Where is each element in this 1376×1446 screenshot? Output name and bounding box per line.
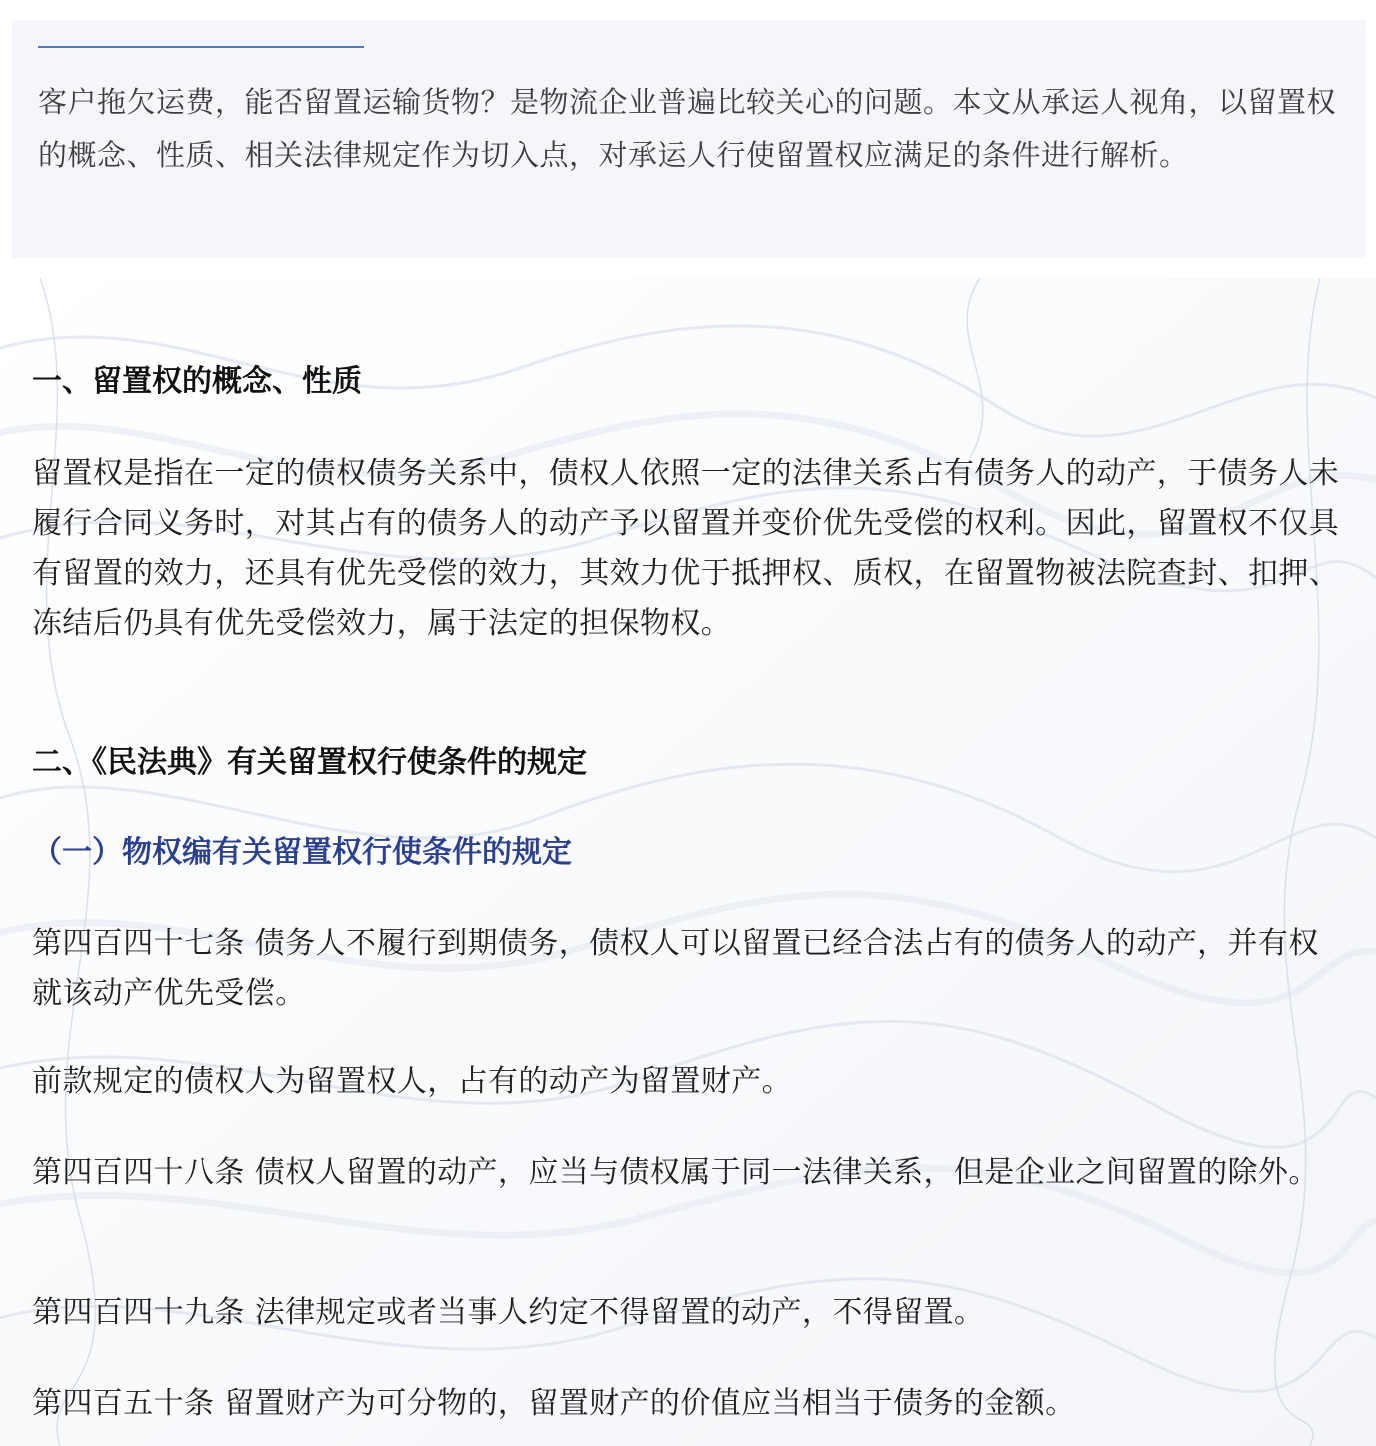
intro-rule [38, 46, 364, 48]
article-447: 第四百四十七条 债务人不履行到期债务，债权人可以留置已经合法占有的债务人的动产，并有权就该动产优先受偿。 [32, 926, 1319, 1011]
intro-text: 客户拖欠运费，能否留置运输货物？是物流企业普遍比较关心的问题。本文从承运人视角，以留置权的概念、性质、相关法律规定作为切入点，对承运人行使留置权应满足的条件进行解析。 [38, 85, 1337, 172]
article-449: 第四百四十九条 法律规定或者当事人约定不得留置的动产，不得留置。 [32, 1295, 985, 1330]
section1-heading: 一、留置权的概念、性质 [32, 364, 362, 399]
article-450: 第四百五十条 留置财产为可分物的，留置财产的价值应当相当于债务的金额。 [32, 1386, 1076, 1421]
article-448: 第四百四十八条 债权人留置的动产，应当与债权属于同一法律关系，但是企业之间留置的除外。 [32, 1155, 1319, 1190]
intro-box [12, 20, 1366, 258]
section2-subheading: （一）物权编有关留置权行使条件的规定 [32, 835, 572, 870]
section1-body: 留置权是指在一定的债权债务关系中，债权人依照一定的法律关系占有债务人的动产，于债务人未履行合同义务时，对其占有的债务人的动产予以留置并变价优先受偿的权利。因此，留置权不仅具有留置的效力，还具有优先受偿的效力，其效力优于抵押权、质权，在留置物被法院查封、扣押、冻结后仍具有优先受偿效力，属于法定的担保物权。 [32, 456, 1340, 641]
article-447-para2: 前款规定的债权人为留置权人，占有的动产为留置财产。 [32, 1064, 792, 1099]
section2-heading: 二、《民法典》有关留置权行使条件的规定 [32, 745, 587, 780]
